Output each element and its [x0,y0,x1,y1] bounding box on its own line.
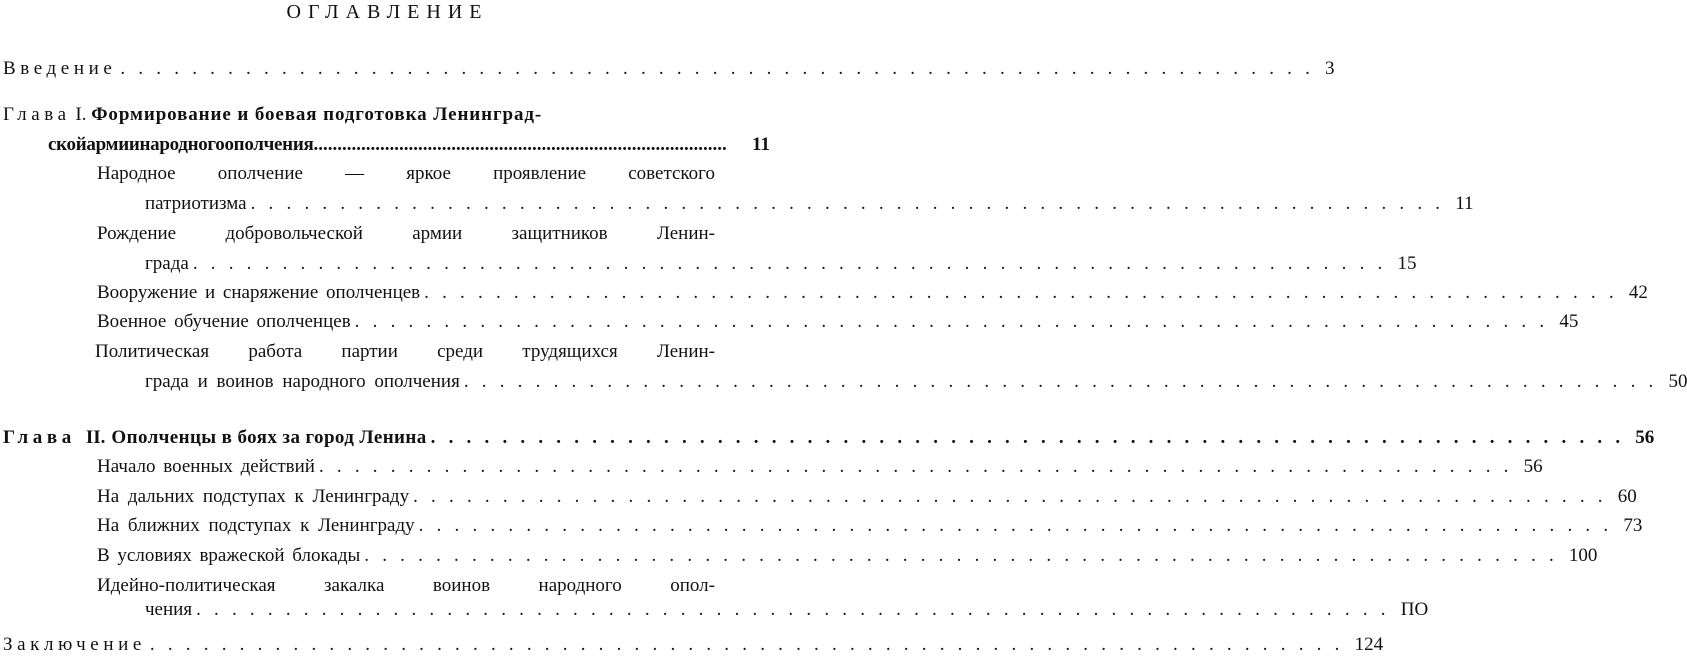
page-number: 73 [1623,515,1643,536]
chapter-title: Формирование и боевая подготовка Ленинград- [91,104,543,125]
page-number: 124 [1354,634,1384,655]
toc-section-2-3[interactable] [97,514,1643,538]
chapter-1-heading[interactable] [3,103,713,127]
toc-section-1-1-cont[interactable] [145,192,1474,216]
page-number: 42 [1628,282,1648,303]
dot-leader: ................................................................... [354,311,1558,332]
dot-leader: ................................................................... [149,634,1353,655]
toc-section-1-5-cont[interactable] [145,370,1687,394]
section-title: Начало военных действий [97,456,315,477]
chapter-number: II. [85,427,106,448]
toc-section-2-5[interactable] [97,574,715,598]
entry-label: Заключение [3,634,146,655]
page-number: 11 [1455,193,1474,214]
dot-leader: ................................................................... [120,58,1324,79]
section-title-cont: патриотизма [145,193,247,214]
toc-section-2-1[interactable] [97,455,1543,479]
toc-entry-conclusion[interactable] [3,633,1384,657]
chapter-number: I. [75,104,87,125]
page-number: 56 [1635,427,1655,448]
toc-section-2-4[interactable] [97,544,1598,568]
chapter-title: Ополченцы в боях за город Ленина [111,427,427,448]
page-number: 50 [1668,371,1687,392]
section-title: Военное обучение ополченцев [97,311,351,332]
section-title-cont: чения [145,599,193,620]
page-number: 56 [1523,456,1543,477]
section-title-cont: града и воинов народного ополчения [145,371,460,392]
dot-leader: ................................................................... [413,486,1616,507]
dot-leader: ....................................................................................... [313,134,727,155]
dot-leader: ................................................................... [318,456,1522,477]
page-number: ПО [1400,599,1429,620]
chapter-prefix: Глава [3,104,71,125]
page-number: 100 [1568,545,1598,566]
section-title-cont: града [145,253,189,274]
page-number: 3 [1325,58,1335,79]
page-number: 11 [752,134,770,155]
page-number: 60 [1617,486,1637,507]
dot-leader: ................................................................... [430,427,1634,448]
section-title: На ближних подступах к Ленинграду [97,515,415,536]
section-title: Рождение добровольческой армии защитников Ленин- [97,223,715,244]
chapter-prefix: Глава [3,427,76,448]
section-title: Идейно-политическая закалка воинов народного опол- [97,575,715,596]
page-number: 15 [1397,253,1417,274]
entry-label: Введение [3,58,117,79]
chapter-1-heading-cont[interactable] [48,133,770,157]
toc-section-1-3[interactable] [97,281,1648,305]
section-title: Вооружение и снаряжение ополченцев [97,282,421,303]
toc-section-1-2[interactable] [97,222,715,246]
toc-section-1-1[interactable] [97,162,715,186]
toc-section-1-5[interactable] [95,340,715,364]
toc-section-2-5-cont[interactable] [145,598,1429,622]
toc-section-2-2[interactable] [97,485,1637,509]
section-title: В условиях вражеской блокады [97,545,361,566]
section-title: Народное ополчение — яркое проявление советского [97,163,715,184]
section-title: На дальних подступах к Ленинграду [97,486,410,507]
toc-entry-intro[interactable] [3,57,1335,81]
dot-leader: ................................................................... [192,253,1396,274]
page-number: 45 [1559,311,1579,332]
dot-leader: ................................................................... [364,545,1567,566]
dot-leader: ................................................................... [250,193,1454,214]
toc-section-1-4[interactable] [97,310,1579,334]
section-title: Политическая работа партии среди трудящихся Ленин- [95,341,715,362]
page-title: ОГЛАВЛЕНИЕ [286,1,489,23]
toc-section-1-2-cont[interactable] [145,252,1417,276]
chapter-title-cont: скойармиинародногоополчения [48,134,314,155]
dot-leader: ................................................................... [424,282,1627,303]
dot-leader: ................................................................... [196,599,1399,620]
dot-leader: ................................................................... [418,515,1622,536]
dot-leader: ................................................................... [463,371,1667,392]
chapter-2-heading[interactable] [3,426,1655,450]
